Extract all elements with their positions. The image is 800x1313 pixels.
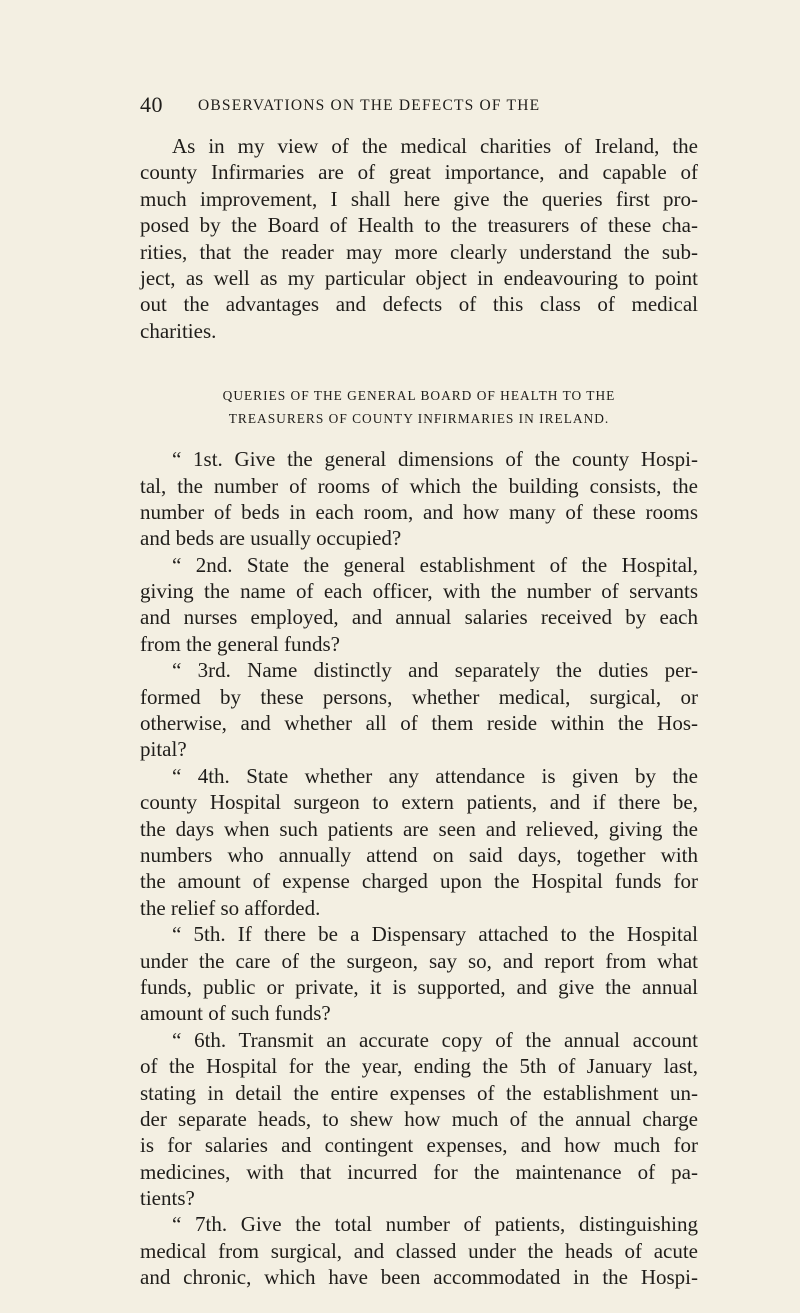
query-item [140,446,698,552]
page-header [140,92,700,122]
query-line: and chronic, which have been accommodated in the Hospi- [140,1265,698,1290]
intro-line: rities, that the reader may more clearly understand the sub- [140,239,698,264]
intro-paragraph [140,133,698,344]
section-heading-line: QUERIES OF THE GENERAL BOARD OF HEALTH TO THE [222,388,616,404]
query-line: number of beds in each room, and how many of these rooms [140,499,698,524]
query-line: “ 3rd. Name distinctly and separately the duties per- [172,658,698,683]
intro-line: much improvement, I shall here give the queries first pro- [140,186,698,211]
running-head: OBSERVATIONS ON THE DEFECTS OF THE [198,97,541,114]
section-heading [140,384,698,430]
query-line: “ 6th. Transmit an accurate copy of the annual account [172,1027,698,1052]
query-line: numbers who annually attend on said days, together with [140,842,698,867]
query-line: medicines, with that incurred for the maintenance of pa- [140,1159,698,1184]
query-item [140,763,698,921]
query-line: and nurses employed, and annual salaries received by each [140,605,698,630]
intro-line: charities. [140,318,217,343]
query-item [140,552,698,658]
query-line: of the Hospital for the year, ending the 5th of January last, [140,1054,698,1079]
query-line: medical from surgical, and classed under the heads of acute [140,1238,698,1263]
body-text [140,133,698,1291]
query-line: formed by these persons, whether medical, surgical, or [140,684,698,709]
query-line: under the care of the surgeon, say so, and report from what [140,948,698,973]
query-item [140,657,698,763]
query-line: is for salaries and contingent expenses, and how much for [140,1133,698,1158]
query-line: giving the name of each officer, with the number of servants [140,579,698,604]
query-line: and beds are usually occupied? [140,526,402,551]
intro-line: county Infirmaries are of great importance, and capable of [140,160,698,185]
query-line: from the general funds? [140,631,341,656]
query-line: funds, public or private, it is supported, and give the annual [140,974,698,999]
query-line: county Hospital surgeon to extern patients, and if there be, [140,790,698,815]
query-line: “ 4th. State whether any attendance is given by the [172,763,698,788]
query-line: tients? [140,1186,195,1211]
query-line: the days when such patients are seen and relieved, giving the [140,816,698,841]
query-line: tal, the number of rooms of which the building consists, the [140,473,698,498]
query-line: “ 2nd. State the general establishment of the Hospital, [172,552,698,577]
query-line: “ 5th. If there be a Dispensary attached to the Hospital [172,922,698,947]
queries-list [140,446,698,1291]
query-line: “ 1st. Give the general dimensions of the county Hospi- [172,447,698,472]
query-line: stating in detail the entire expenses of the establishment un- [140,1080,698,1105]
intro-line: ject, as well as my particular object in endeavouring to point [140,265,698,290]
query-line: “ 7th. Give the total number of patients, distinguishing [172,1212,698,1237]
page-number: 40 [140,92,163,117]
query-item [140,1027,698,1212]
query-line: the amount of expense charged upon the Hospital funds for [140,869,698,894]
intro-line: posed by the Board of Health to the treasurers of these cha- [140,213,698,238]
query-line: the relief so afforded. [140,895,321,920]
intro-line: out the advantages and defects of this class of medical [140,292,698,317]
query-item [140,921,698,1027]
query-item [140,1211,698,1290]
section-heading-line: TREASURERS OF COUNTY INFIRMARIES IN IRELAND. [228,411,610,427]
intro-line: As in my view of the medical charities of Ireland, the [172,134,698,158]
query-line: der separate heads, to shew how much of the annual charge [140,1106,698,1131]
query-line: amount of such funds? [140,1001,331,1026]
query-line: otherwise, and whether all of them reside within the Hos- [140,711,698,736]
query-line: pital? [140,737,187,762]
